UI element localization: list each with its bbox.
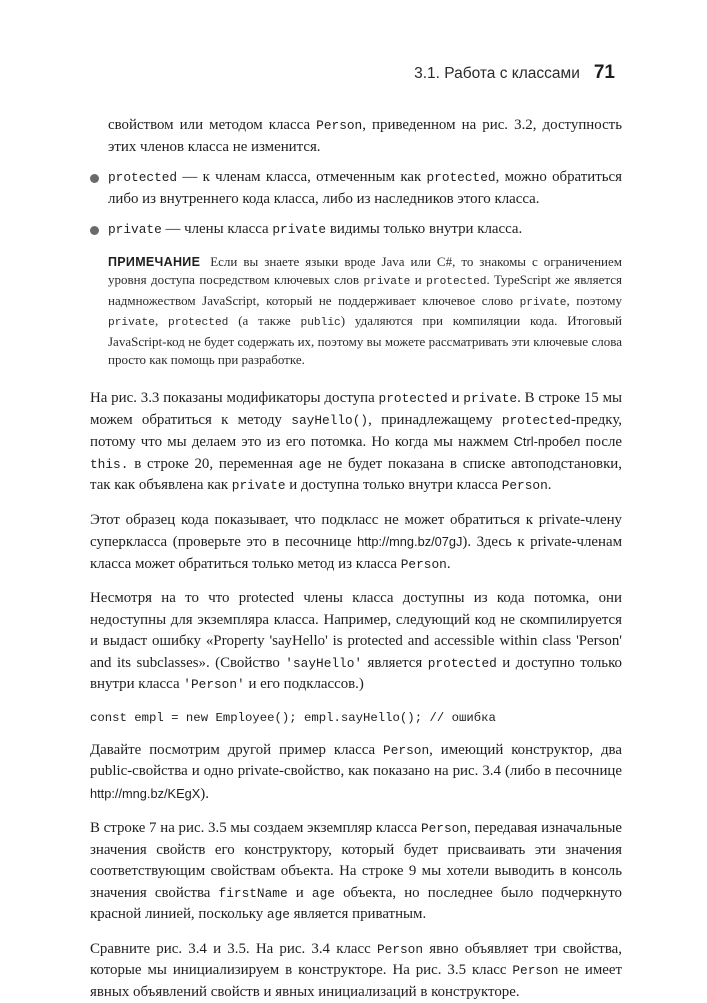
code-term: public xyxy=(300,317,341,330)
text: . xyxy=(446,555,451,572)
text: и его подклассов.) xyxy=(244,676,364,693)
text: , принадлежащему xyxy=(368,411,502,428)
code-term: sayHello() xyxy=(291,412,369,428)
code-term: private xyxy=(108,222,162,237)
code-term: Person xyxy=(420,821,468,837)
url-link[interactable]: http://mng.bz/07gJ xyxy=(357,534,463,550)
text: , передавая изначальные значения свойств его конструктору, который будет присваивать эти значения соответствующим свойствам объекта. На строке 9 мы хотели выводить в консоль значения свойства xyxy=(90,820,622,901)
code-snippet: const empl = new Employee(); empl.sayHello(); // ошибка xyxy=(90,710,496,725)
text: В строке 7 на рис. 3.5 мы создаем экземпляр класса xyxy=(90,820,421,837)
text: , приведенном на рис. 3.2, доступность этих членов класса не изменится. xyxy=(108,117,622,155)
text: свойством или методом класса xyxy=(108,117,317,133)
paragraph-compare xyxy=(90,939,622,1003)
text: , поэтому xyxy=(566,292,622,308)
code-term: Person xyxy=(400,556,447,572)
text: является xyxy=(362,654,428,671)
bullet-private xyxy=(90,219,622,241)
note-block xyxy=(108,253,622,371)
code-term: Person xyxy=(383,742,430,758)
text: , xyxy=(154,313,169,329)
text: Сравните рис. 3.4 и 3.5. На рис. 3.4 класс xyxy=(90,940,377,957)
text: после xyxy=(580,434,622,451)
code-term: Person xyxy=(501,478,548,494)
text: и xyxy=(410,272,427,288)
note-label: ПРИМЕЧАНИЕ xyxy=(108,254,201,269)
text: Давайте посмотрим другой пример класса xyxy=(90,741,384,758)
paragraph-person-example xyxy=(90,740,622,806)
paragraph-protected-error xyxy=(90,588,622,696)
code-term: age xyxy=(266,907,290,923)
code-term: firstName xyxy=(218,885,288,901)
text: видимы только внутри класса. xyxy=(326,221,523,237)
keyboard-shortcut: Ctrl-пробел xyxy=(513,434,581,450)
text: не будет показана в списке автоподстановки, так как объявлена как xyxy=(90,455,623,494)
paragraph-modifiers xyxy=(90,388,622,497)
intro-continuation xyxy=(90,115,622,158)
text: Несмотря на то что protected члены класса доступны из кода потомка, они недоступны для экземпляра класса. Например, следующий код не скомпилируется и выдаст ошибку «Property 'sayHello' is protected and accessible within class 'Person' and its subclasses». (Свойство xyxy=(90,590,622,671)
bullet-dot xyxy=(90,174,99,183)
page-number: 71 xyxy=(593,62,615,83)
code-term: protected xyxy=(426,276,487,289)
text: -предку, потому что мы делаем это из его потомка. Но когда мы нажмем xyxy=(90,411,622,451)
running-header xyxy=(414,62,615,84)
code-term: age xyxy=(298,456,322,472)
text: и доступно только внутри класса xyxy=(90,654,623,693)
text: ) удаляются при компиляции кода. Итоговый JavaScript-код не будет содержать их, поэтому вы можете рассматривать эти ключевые слова просто как помощь при разработке. xyxy=(108,313,623,368)
page-body xyxy=(90,115,622,1003)
text: На рис. 3.3 показаны модификаторы доступа xyxy=(90,390,379,407)
code-term: private xyxy=(108,317,155,330)
text: (а также xyxy=(228,313,301,329)
code-term: protected xyxy=(168,317,229,330)
code-term: protected xyxy=(427,655,497,671)
bullet-dot xyxy=(90,226,99,235)
code-term: Person xyxy=(512,963,559,979)
bullet-protected xyxy=(90,167,622,210)
text: — члены класса xyxy=(161,221,273,237)
text: в строке 20, переменная xyxy=(128,455,299,472)
text: является приватным. xyxy=(289,906,427,923)
code-term: private xyxy=(519,296,567,309)
text: и xyxy=(447,390,464,407)
code-term: this. xyxy=(90,456,129,472)
code-term: 'sayHello' xyxy=(285,655,363,671)
text: . В строке 15 мы можем обратиться к методу xyxy=(90,390,622,428)
paragraph-instance xyxy=(90,818,622,926)
code-term: private xyxy=(231,478,286,494)
text: , имеющий конструктор, два public-свойства и одно private-свойство, как показано на рис. 3.4 (либо в песочнице xyxy=(90,741,622,780)
text: и доступна только внутри класса xyxy=(285,477,502,494)
code-term: protected xyxy=(108,170,178,185)
code-term: protected xyxy=(501,412,571,428)
code-term: private xyxy=(363,276,411,289)
text: явно объявляет три свойства, которые мы инициализируем в конструкторе. На рис. 3.5 класс xyxy=(90,940,622,979)
code-term: 'Person' xyxy=(183,677,245,693)
text: Если вы знаете языки вроде Java или C#, то знакомы с ограничением уровня доступа посредством ключевых слов xyxy=(108,253,622,288)
paragraph-sample xyxy=(90,510,622,576)
code-term: private xyxy=(463,391,518,407)
code-term: protected xyxy=(426,170,496,185)
text: . TypeScript же является надмножеством JavaScript, который не поддерживает ключевое слово xyxy=(108,272,622,308)
text: , можно обратиться либо из внутреннего кода класса, либо из наследников этого класса. xyxy=(108,169,622,207)
code-term: protected xyxy=(378,391,448,407)
text: и xyxy=(287,884,312,901)
text: ). Здесь к private-членам класса может обратиться только метод из класса xyxy=(90,534,622,572)
section-title: 3.1. Работа с классами xyxy=(414,65,580,82)
code-term: Person xyxy=(316,118,363,133)
code-term: Person xyxy=(376,941,424,957)
code-term: age xyxy=(311,885,335,901)
text: — к членам класса, отмеченным как xyxy=(177,169,427,185)
text: Этот образец кода показывает, что подкласс не может обратиться к private-члену суперкласса (проверьте это в песочнице xyxy=(90,511,622,551)
code-term: private xyxy=(272,222,327,237)
text: ). xyxy=(200,785,209,802)
text: . xyxy=(547,477,552,494)
text: не имеет явных объявлений свойств и явных инициализаций в конструкторе. xyxy=(90,962,622,1000)
url-link[interactable]: http://mng.bz/KEgX xyxy=(90,785,201,801)
text: объекта, но последнее было подчеркнуто красной линией, поскольку xyxy=(90,884,622,923)
